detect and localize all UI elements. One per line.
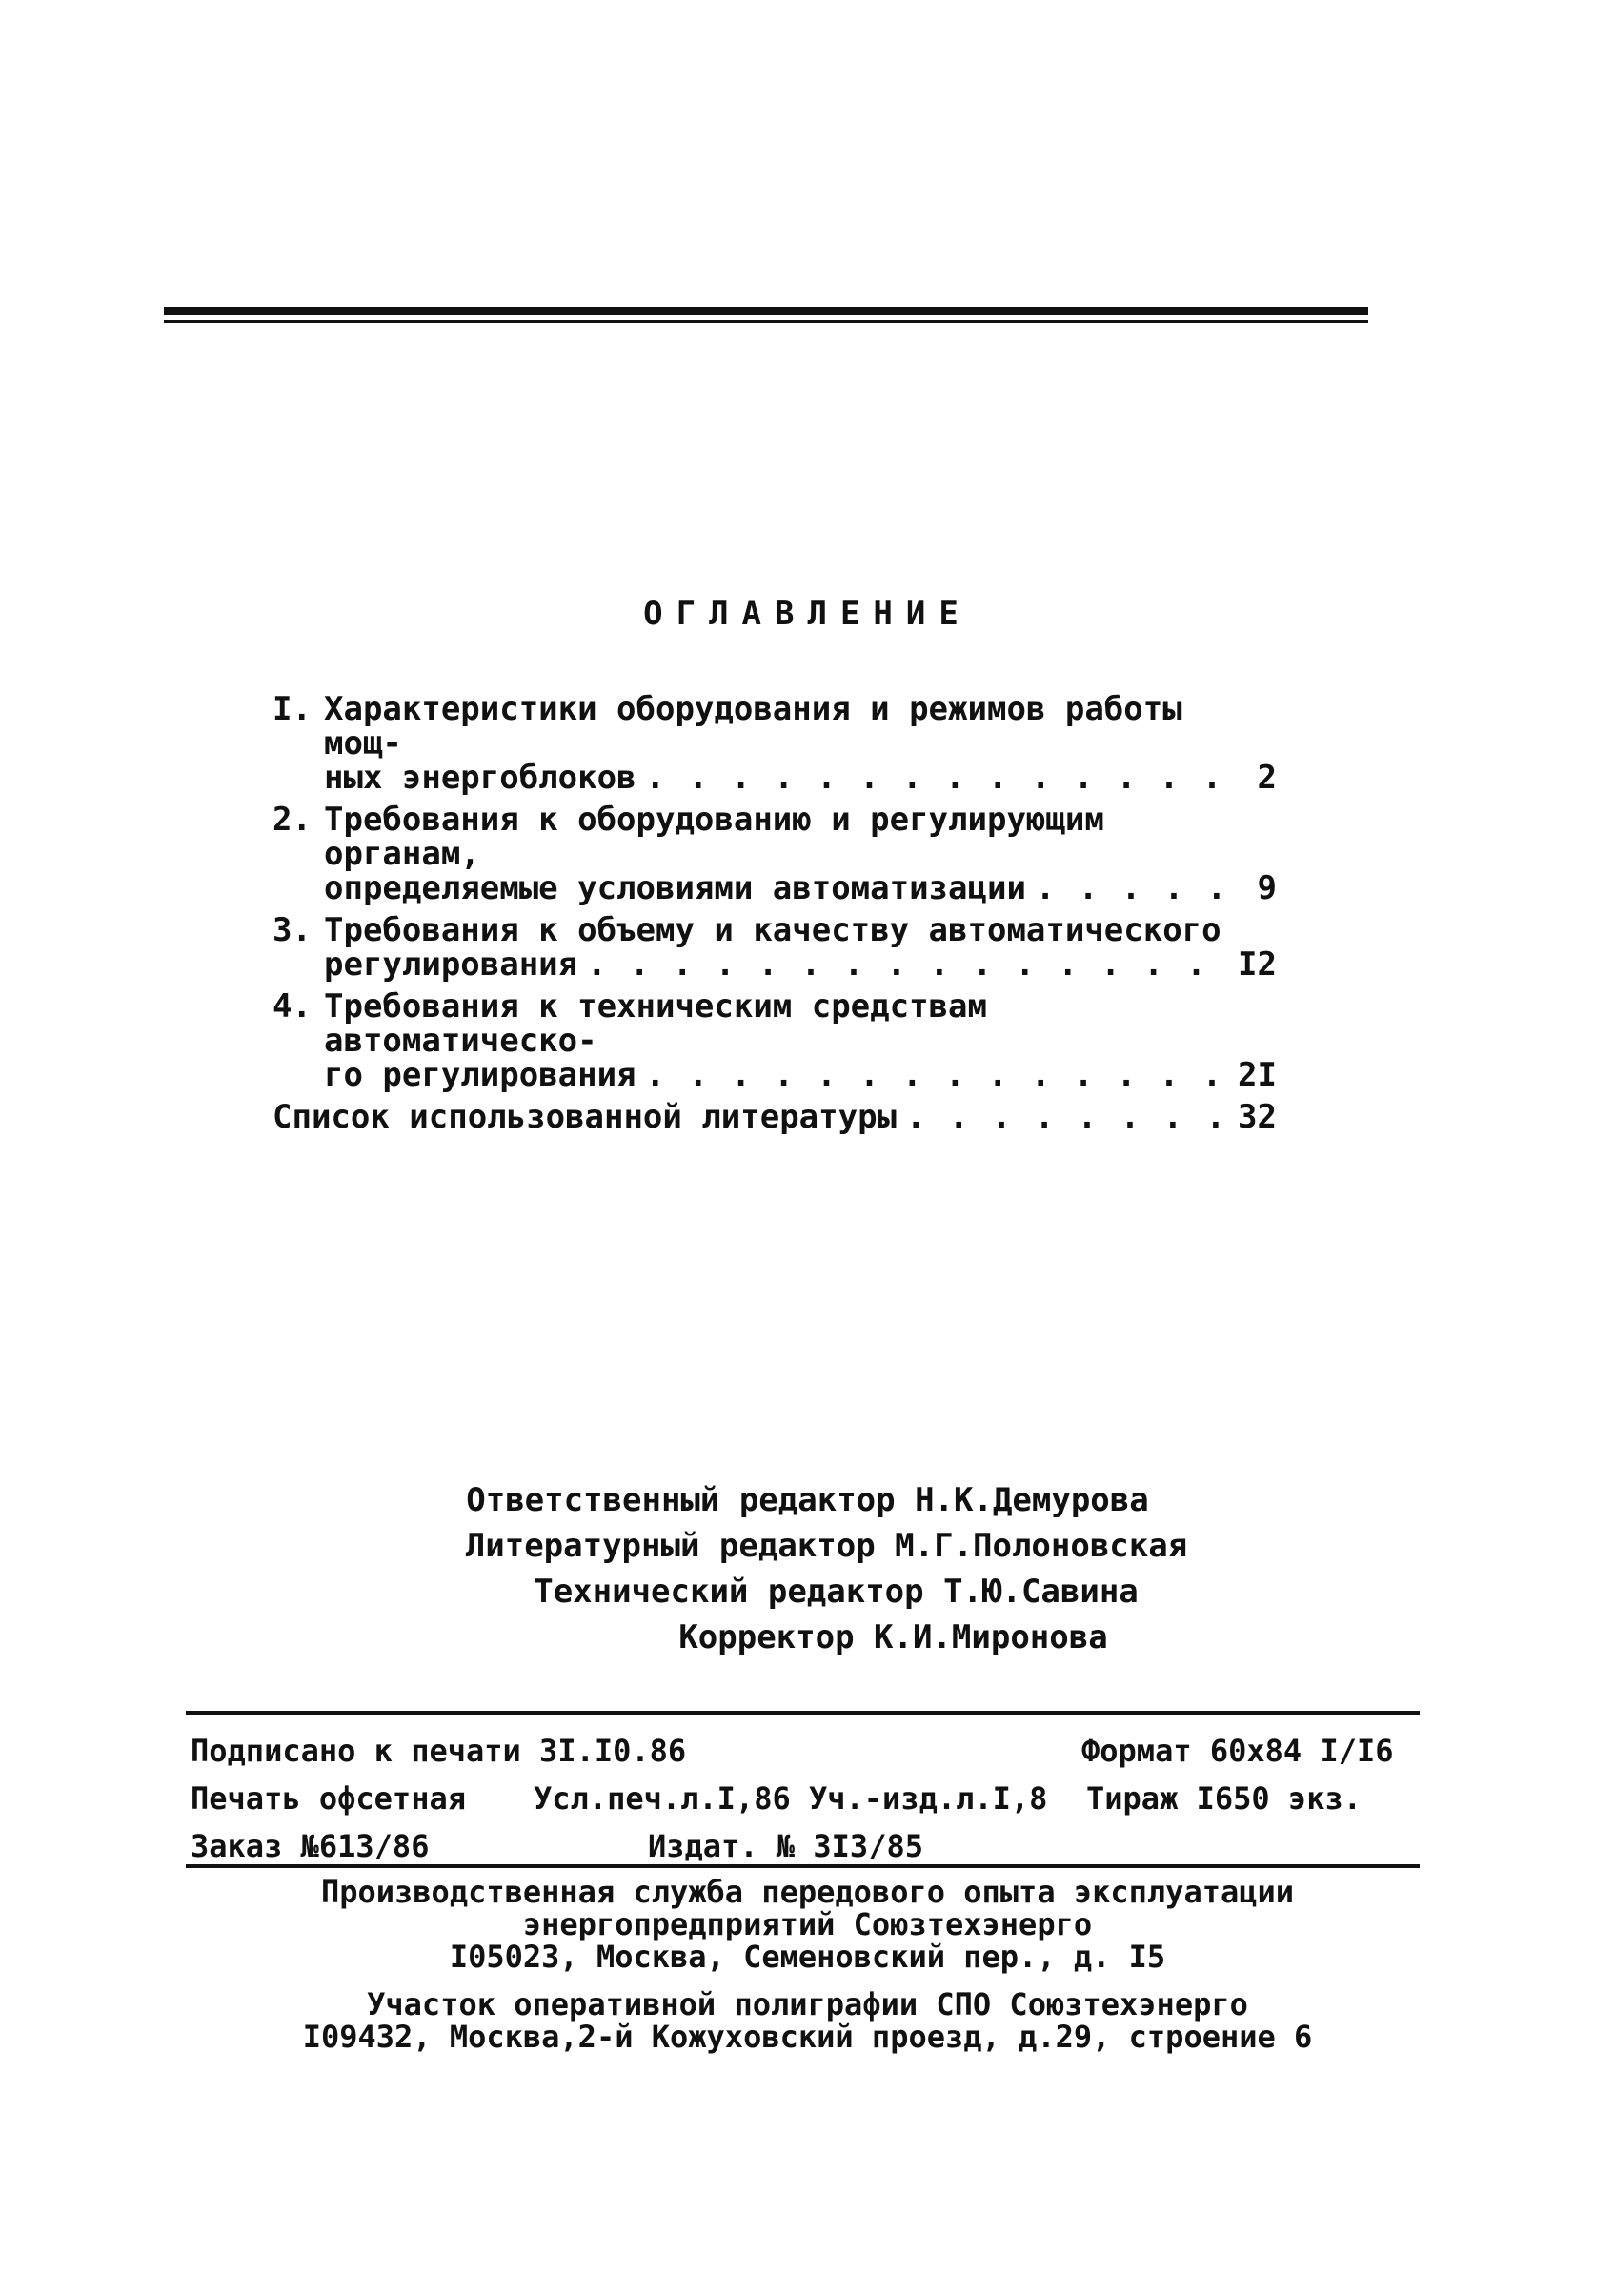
imprint-top-rule [186,1711,1420,1715]
table-of-contents [273,692,1321,1142]
toc-title: ОГЛАВЛЕНИЕ [643,595,972,633]
toc-item-4[interactable] [273,989,1321,1092]
order-number: Заказ №613/86 [191,1828,430,1864]
toc-item-title-line: Требования к техническим средствам автоматическо- [324,987,987,1060]
toc-item-number: 3. [273,911,312,949]
dot-leader [1036,871,1223,905]
technical-editor: Технический редактор Т.Ю.Савина [534,1573,1139,1611]
toc-item-title-line: регулирования [324,945,578,984]
publisher-info [0,1876,1615,2053]
toc-page-number: 9 [1257,869,1277,907]
publication-number: Издат. № 3I3/85 [648,1828,923,1864]
imprint-bottom-rule [186,1864,1420,1868]
print-run: Тираж I650 экз. [1086,1780,1362,1817]
toc-item-title-line: ных энергоблоков [324,759,636,797]
publisher-address: I05023, Москва, Семеновский пер., д. I5 [449,1939,1166,1975]
toc-item-title-line: Список использованной литературы [273,1098,898,1136]
toc-item-title-line: Требования к оборудованию и регулирующим органам, [324,801,1104,873]
responsible-editor: Ответственный редактор Н.К.Демурова [466,1481,1149,1519]
toc-item-1[interactable] [273,692,1321,795]
toc-page-number: I2 [1238,945,1277,984]
signed-to-print: Подписано к печати 3I.I0.86 [191,1733,687,1769]
toc-item-number: I. [273,690,312,728]
toc-item-title-line: определяемые условиями автоматизации [324,869,1026,907]
toc-item-number: 2. [273,801,312,839]
toc-item-references[interactable] [273,1100,1321,1134]
literary-editor: Литературный редактор М.Г.Полоновская [465,1527,1188,1565]
dot-leader [646,1058,1223,1092]
top-rule-thin [164,320,1368,323]
toc-item-title-line: Характеристики оборудования и режимов работы мощ- [324,690,1182,762]
print-type: Печать офсетная [191,1780,466,1817]
printer-line: Участок оперативной полиграфии СПО Союзтехэнерго [367,1986,1248,2022]
toc-item-title-line: Требования к объему и качеству автоматического [324,911,1221,949]
dot-leader [646,761,1223,795]
paper-format: Формат 60х84 I/I6 [1081,1733,1394,1769]
editorial-credits [0,1477,1615,1660]
toc-item-title-line: го регулирования [324,1056,636,1094]
dot-leader [906,1100,1223,1134]
toc-page-number: 2I [1238,1056,1277,1094]
dot-leader [587,947,1223,982]
toc-item-3[interactable] [273,913,1321,982]
top-rule-thick [164,307,1368,315]
proofreader: Корректор К.И.Миронова [678,1618,1108,1656]
imprint-block [191,1727,1420,1870]
print-sheets: Усл.печ.л.I,86 Уч.-изд.л.I,8 [534,1780,1048,1817]
toc-page-number: 2 [1257,759,1277,797]
toc-page-number: 32 [1238,1098,1277,1136]
toc-item-2[interactable] [273,803,1321,905]
publisher-line: Производственная служба передового опыта эксплуатации [320,1874,1295,1910]
publisher-line: энергопредприятий Союзтехэнерго [522,1906,1093,1942]
printer-address: I09432, Москва,2-й Кожуховский проезд, д.29, строение 6 [302,2019,1313,2055]
toc-item-number: 4. [273,987,312,1026]
